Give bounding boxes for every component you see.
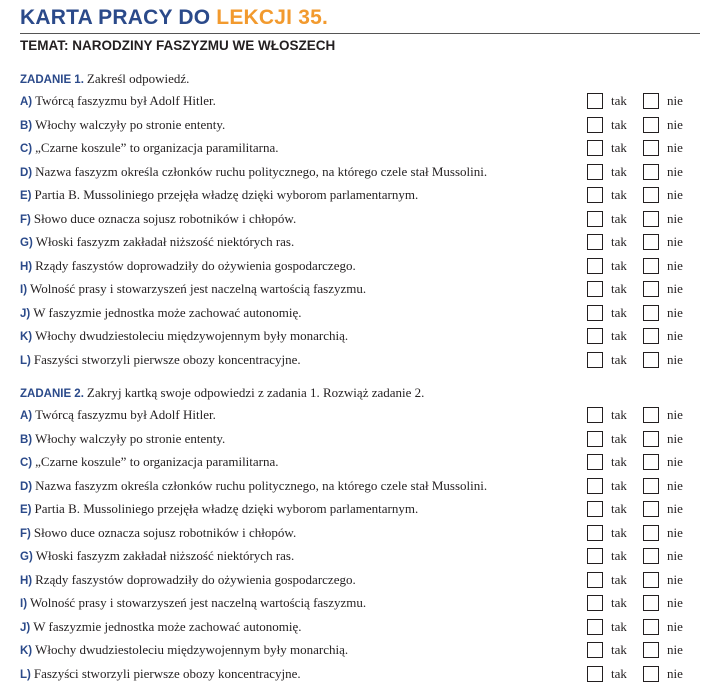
statement-row — [20, 616, 700, 640]
statement-row — [20, 161, 700, 185]
nie-label: nie — [667, 281, 683, 296]
answer-option-tak[interactable] — [587, 351, 627, 369]
statement — [20, 258, 356, 275]
tak-checkbox[interactable] — [587, 352, 603, 368]
tak-checkbox[interactable] — [587, 478, 603, 494]
answer-option-tak[interactable] — [587, 594, 627, 612]
answer-option-nie[interactable] — [643, 618, 683, 636]
tak-label: tak — [611, 234, 627, 249]
statement-row — [20, 255, 700, 279]
statement-text: W faszyzmie jednostka może zachować autonomię. — [33, 618, 302, 634]
tak-checkbox[interactable] — [587, 407, 603, 423]
statement-row — [20, 208, 700, 232]
statement-letter: H) — [20, 260, 33, 273]
answer-option-nie[interactable] — [643, 406, 683, 424]
nie-label: nie — [667, 93, 683, 108]
nie-checkbox[interactable] — [643, 164, 659, 180]
tak-label: tak — [611, 618, 627, 634]
answer-option-tak[interactable] — [587, 430, 627, 448]
statement-row — [20, 428, 700, 452]
statement-text: W faszyzmie jednostka może zachować autonomię. — [33, 304, 302, 320]
answer-option-tak[interactable] — [587, 665, 627, 683]
answer-option-nie[interactable] — [643, 280, 683, 298]
tak-label: tak — [611, 548, 627, 563]
statement-text: Włoski faszyzm zakładał niższość niektórych ras. — [35, 234, 295, 249]
tak-label: tak — [611, 571, 627, 587]
tak-label: tak — [611, 281, 627, 296]
answer-option-tak[interactable] — [587, 186, 627, 204]
answer-option-tak[interactable] — [587, 571, 627, 589]
statement-letter: E) — [20, 504, 32, 516]
nie-checkbox[interactable] — [643, 117, 659, 133]
statement-text: Rządy faszystów doprowadziły do ożywienia gospodarczego. — [35, 571, 356, 587]
tak-label: tak — [611, 430, 627, 446]
tak-checkbox[interactable] — [587, 525, 603, 541]
answer-option-tak[interactable] — [587, 524, 627, 542]
answer-option-nie[interactable] — [643, 327, 683, 345]
tak-label: tak — [611, 210, 627, 226]
statement — [20, 211, 296, 228]
tak-label: tak — [611, 477, 627, 493]
statement-letter: B) — [20, 119, 33, 132]
tak-label: tak — [611, 304, 627, 320]
statement-text: Włochy dwudziestoleciu międzywojennym były monarchią. — [35, 328, 349, 343]
nie-label: nie — [667, 571, 683, 587]
nie-label: nie — [667, 430, 683, 446]
statement-letter: J) — [20, 307, 31, 320]
tak-label: tak — [611, 163, 627, 179]
statement-row — [20, 302, 700, 326]
answer-option-tak[interactable] — [587, 139, 627, 157]
statement-text: Faszyści stworzyli pierwsze obozy koncentracyjne. — [33, 351, 301, 367]
statement — [20, 187, 418, 204]
tak-label: tak — [611, 665, 627, 681]
statement-letter: E) — [20, 190, 32, 202]
answer-option-nie[interactable] — [643, 500, 683, 518]
statement — [20, 478, 487, 495]
nie-checkbox[interactable] — [643, 548, 659, 564]
answer-option-nie[interactable] — [643, 453, 683, 471]
statement-text: Włochy dwudziestoleciu międzywojennym były monarchią. — [35, 642, 349, 657]
statement-row — [20, 522, 700, 546]
tak-checkbox[interactable] — [587, 164, 603, 180]
tak-label: tak — [611, 257, 627, 273]
task-instruction: Zakryj kartką swoje odpowiedzi z zadania 1. Rozwiąż zadanie 2. — [86, 385, 425, 400]
statement-row — [20, 498, 700, 522]
nie-label: nie — [667, 454, 683, 469]
tak-checkbox[interactable] — [587, 234, 603, 250]
statement-row — [20, 663, 700, 687]
statement-letter: A) — [20, 96, 33, 108]
statement-row — [20, 639, 700, 663]
title-divider — [20, 33, 700, 34]
statement — [20, 140, 279, 157]
tak-checkbox[interactable] — [587, 328, 603, 344]
answer-option-nie[interactable] — [643, 477, 683, 495]
statement-row — [20, 451, 700, 475]
task-label: ZADANIE 2. — [20, 388, 84, 400]
nie-label: nie — [667, 595, 683, 610]
answer-option-nie[interactable] — [643, 641, 683, 659]
statement-text: Wolność prasy i stowarzyszeń jest naczelną wartością faszyzmu. — [30, 281, 367, 296]
statement-letter: K) — [20, 645, 33, 657]
statement-text: „Czarne koszule” to organizacja paramilitarna. — [35, 454, 279, 469]
tak-label: tak — [611, 140, 627, 155]
task-2-section — [20, 382, 700, 686]
answer-option-nie[interactable] — [643, 257, 683, 275]
answer-option-nie[interactable] — [643, 665, 683, 683]
nie-checkbox[interactable] — [643, 140, 659, 156]
statement-text: Twórcą faszyzmu był Adolf Hitler. — [35, 93, 216, 108]
statement-text: Słowo duce oznacza sojusz robotników i chłopów. — [33, 210, 297, 226]
tak-label: tak — [611, 454, 627, 469]
task-2-header — [20, 382, 700, 404]
tak-label: tak — [611, 407, 627, 422]
nie-checkbox[interactable] — [643, 478, 659, 494]
statement — [20, 281, 366, 298]
statement-row — [20, 90, 700, 114]
answer-option-tak[interactable] — [587, 500, 627, 518]
answer-option-tak[interactable] — [587, 477, 627, 495]
statement — [20, 501, 418, 518]
nie-checkbox[interactable] — [643, 595, 659, 611]
nie-checkbox[interactable] — [643, 525, 659, 541]
statement-letter: C) — [20, 143, 33, 155]
nie-label: nie — [667, 618, 683, 634]
statement-row — [20, 545, 700, 569]
statement — [20, 234, 294, 251]
answer-option-tak[interactable] — [587, 233, 627, 251]
title-lesson-number: LEKCJI 35. — [216, 6, 329, 29]
nie-label: nie — [667, 116, 683, 132]
tak-label: tak — [611, 501, 627, 516]
statement — [20, 572, 356, 589]
tak-label: tak — [611, 595, 627, 610]
statement — [20, 595, 366, 612]
statement-text: „Czarne koszule” to organizacja paramilitarna. — [35, 140, 279, 155]
tak-label: tak — [611, 642, 627, 657]
page-title — [20, 6, 328, 30]
answer-option-tak[interactable] — [587, 641, 627, 659]
nie-checkbox[interactable] — [643, 572, 659, 588]
title-main: KARTA PRACY DO — [20, 6, 217, 29]
answer-option-tak[interactable] — [587, 327, 627, 345]
nie-label: nie — [667, 642, 683, 657]
statement-letter: I) — [20, 598, 28, 610]
nie-label: nie — [667, 477, 683, 493]
statement-text: Nazwa faszyzm określa członków ruchu politycznego, na którego czele stał Mussolini. — [35, 477, 488, 493]
tak-label: tak — [611, 351, 627, 367]
statement — [20, 431, 225, 448]
answer-option-tak[interactable] — [587, 304, 627, 322]
statement-text: Twórcą faszyzmu był Adolf Hitler. — [35, 407, 216, 422]
nie-checkbox[interactable] — [643, 258, 659, 274]
tak-checkbox[interactable] — [587, 281, 603, 297]
nie-label: nie — [667, 328, 683, 343]
nie-checkbox[interactable] — [643, 666, 659, 682]
tak-checkbox[interactable] — [587, 454, 603, 470]
statement — [20, 548, 294, 565]
nie-checkbox[interactable] — [643, 187, 659, 203]
answer-option-tak[interactable] — [587, 280, 627, 298]
tak-checkbox[interactable] — [587, 305, 603, 321]
nie-label: nie — [667, 351, 683, 367]
nie-label: nie — [667, 304, 683, 320]
statement-letter: D) — [20, 166, 33, 179]
task-1-header — [20, 68, 700, 90]
nie-checkbox[interactable] — [643, 93, 659, 109]
tak-checkbox[interactable] — [587, 431, 603, 447]
answer-option-tak[interactable] — [587, 163, 627, 181]
statement-letter: F) — [20, 213, 31, 226]
statement-text: Włoski faszyzm zakładał niższość niektórych ras. — [35, 548, 295, 563]
statement-letter: B) — [20, 433, 33, 446]
answer-option-tak[interactable] — [587, 618, 627, 636]
statement-letter: G) — [20, 237, 33, 249]
statement-row — [20, 231, 700, 255]
nie-checkbox[interactable] — [643, 407, 659, 423]
answer-option-tak[interactable] — [587, 547, 627, 565]
statement — [20, 352, 301, 369]
answer-option-tak[interactable] — [587, 92, 627, 110]
nie-label: nie — [667, 524, 683, 540]
nie-checkbox[interactable] — [643, 642, 659, 658]
nie-label: nie — [667, 407, 683, 422]
answer-option-nie[interactable] — [643, 571, 683, 589]
answer-option-nie[interactable] — [643, 594, 683, 612]
statement-text: Nazwa faszyzm określa członków ruchu politycznego, na którego czele stał Mussolini. — [35, 163, 488, 179]
statement-letter: J) — [20, 621, 31, 634]
statement — [20, 454, 279, 471]
answer-option-nie[interactable] — [643, 92, 683, 110]
statement-letter: K) — [20, 331, 33, 343]
tak-checkbox[interactable] — [587, 548, 603, 564]
statement — [20, 164, 487, 181]
answer-option-nie[interactable] — [643, 304, 683, 322]
nie-checkbox[interactable] — [643, 211, 659, 227]
statement — [20, 407, 216, 424]
tak-checkbox[interactable] — [587, 93, 603, 109]
answer-option-nie[interactable] — [643, 430, 683, 448]
nie-label: nie — [667, 187, 683, 202]
statement-text: Słowo duce oznacza sojusz robotników i chłopów. — [33, 524, 297, 540]
statement-row — [20, 592, 700, 616]
statement — [20, 525, 296, 542]
answer-option-tak[interactable] — [587, 210, 627, 228]
tak-label: tak — [611, 328, 627, 343]
statement-text: Rządy faszystów doprowadziły do ożywienia gospodarczego. — [35, 257, 356, 273]
nie-checkbox[interactable] — [643, 352, 659, 368]
statement — [20, 93, 216, 110]
nie-checkbox[interactable] — [643, 454, 659, 470]
answer-option-nie[interactable] — [643, 233, 683, 251]
answer-option-nie[interactable] — [643, 163, 683, 181]
statement — [20, 305, 302, 322]
statement-row — [20, 278, 700, 302]
tak-checkbox[interactable] — [587, 258, 603, 274]
nie-label: nie — [667, 548, 683, 563]
statement — [20, 117, 225, 134]
lesson-topic: TEMAT: NARODZINY FASZYZMU WE WŁOSZECH — [20, 38, 336, 53]
statement-letter: I) — [20, 284, 28, 296]
statement-row — [20, 137, 700, 161]
statement-row — [20, 325, 700, 349]
nie-checkbox[interactable] — [643, 501, 659, 517]
tak-label: tak — [611, 116, 627, 132]
answer-option-nie[interactable] — [643, 139, 683, 157]
nie-label: nie — [667, 210, 683, 226]
task-instruction: Zakreśl odpowiedź. — [86, 71, 190, 86]
nie-checkbox[interactable] — [643, 234, 659, 250]
nie-checkbox[interactable] — [643, 328, 659, 344]
nie-checkbox[interactable] — [643, 281, 659, 297]
statement-letter: H) — [20, 574, 33, 587]
answer-option-nie[interactable] — [643, 116, 683, 134]
statement-row — [20, 114, 700, 138]
answer-option-nie[interactable] — [643, 186, 683, 204]
tak-checkbox[interactable] — [587, 595, 603, 611]
statement-text: Faszyści stworzyli pierwsze obozy koncentracyjne. — [33, 665, 301, 681]
answer-option-nie[interactable] — [643, 524, 683, 542]
answer-option-nie[interactable] — [643, 210, 683, 228]
tak-checkbox[interactable] — [587, 501, 603, 517]
tak-checkbox[interactable] — [587, 187, 603, 203]
tak-checkbox[interactable] — [587, 140, 603, 156]
statement-letter: F) — [20, 527, 31, 540]
task-label: ZADANIE 1. — [20, 74, 84, 86]
statement-text: Włochy walczyły po stronie ententy. — [35, 430, 226, 446]
statement-text: Włochy walczyły po stronie ententy. — [35, 116, 226, 132]
statement-letter: G) — [20, 551, 33, 563]
task-1-section — [20, 68, 700, 372]
tak-checkbox[interactable] — [587, 619, 603, 635]
tak-checkbox[interactable] — [587, 117, 603, 133]
statement-letter: L) — [20, 354, 31, 367]
statement — [20, 642, 348, 659]
nie-checkbox[interactable] — [643, 431, 659, 447]
statement — [20, 328, 348, 345]
statement — [20, 666, 301, 683]
tak-label: tak — [611, 93, 627, 108]
statement-text: Wolność prasy i stowarzyszeń jest naczelną wartością faszyzmu. — [30, 595, 367, 610]
answer-option-tak[interactable] — [587, 406, 627, 424]
tak-checkbox[interactable] — [587, 666, 603, 682]
nie-checkbox[interactable] — [643, 305, 659, 321]
nie-label: nie — [667, 163, 683, 179]
nie-label: nie — [667, 665, 683, 681]
tak-checkbox[interactable] — [587, 642, 603, 658]
statement-row — [20, 569, 700, 593]
tak-label: tak — [611, 187, 627, 202]
statement-letter: A) — [20, 410, 33, 422]
statement — [20, 619, 302, 636]
nie-label: nie — [667, 140, 683, 155]
statement-row — [20, 184, 700, 208]
statement-text: Partia B. Mussoliniego przejęła władzę dzięki wyborom parlamentarnym. — [34, 501, 419, 516]
answer-option-tak[interactable] — [587, 116, 627, 134]
answer-option-nie[interactable] — [643, 547, 683, 565]
statement-letter: C) — [20, 457, 33, 469]
statement-row — [20, 475, 700, 499]
tak-checkbox[interactable] — [587, 572, 603, 588]
nie-label: nie — [667, 257, 683, 273]
nie-label: nie — [667, 501, 683, 516]
statement-text: Partia B. Mussoliniego przejęła władzę dzięki wyborom parlamentarnym. — [34, 187, 419, 202]
answer-option-nie[interactable] — [643, 351, 683, 369]
tak-checkbox[interactable] — [587, 211, 603, 227]
answer-option-tak[interactable] — [587, 257, 627, 275]
nie-checkbox[interactable] — [643, 619, 659, 635]
statement-row — [20, 404, 700, 428]
nie-label: nie — [667, 234, 683, 249]
answer-option-tak[interactable] — [587, 453, 627, 471]
statement-letter: L) — [20, 668, 31, 681]
statement-row — [20, 349, 700, 373]
statement-letter: D) — [20, 480, 33, 493]
tak-label: tak — [611, 524, 627, 540]
